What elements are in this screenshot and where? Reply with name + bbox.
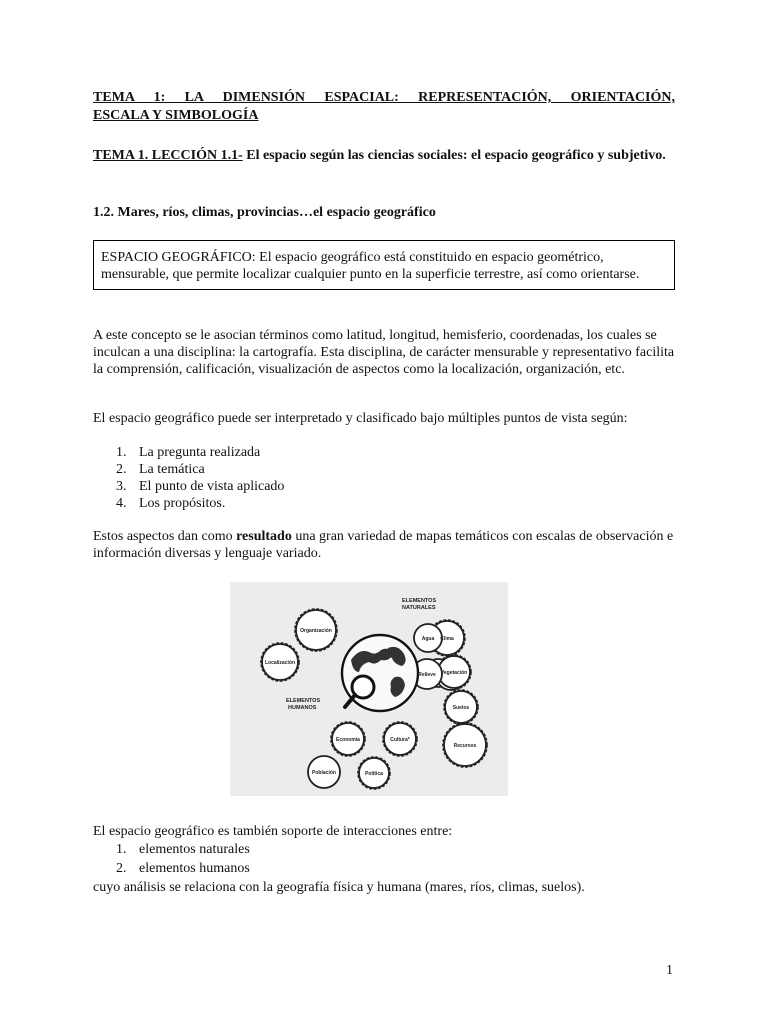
list-item: 1. La pregunta realizada [116, 445, 261, 460]
page-number: 1 [666, 963, 673, 978]
node-poblacion: Población [312, 770, 336, 776]
human-label-2: HUMANOS [288, 705, 317, 711]
paragraph-interpretation: El espacio geográfico puede ser interpretado y clasificado bajo múltiples puntos de vista según: [93, 411, 628, 426]
paragraph-cartography: A este concepto se le asocian términos como latitud, longitud, hemisferio, coordenadas, los cuales se inculcan a una disciplina: la cartografía. Esta disciplina, de carácter mensurable y representativo facilita la comprensión, calificación, visualización de aspectos como la localización, organización, etc. [93, 328, 675, 377]
diagram-svg [230, 582, 508, 796]
node-vegetacion: Vegetación [440, 670, 468, 676]
node-clima: Clima [440, 636, 454, 642]
section-heading: 1.2. Mares, ríos, climas, provincias…el espacio geográfico [93, 205, 436, 220]
natural-label-2: NATURALES [402, 605, 436, 611]
paragraph-interactions: El espacio geográfico es también soporte de interacciones entre: [93, 824, 453, 839]
lesson-label: TEMA 1. LECCIÓN 1.1- [93, 148, 243, 163]
node-economia: Economía [336, 737, 360, 743]
lesson-heading [93, 146, 675, 165]
viewpoints-list [116, 444, 284, 512]
node-agua: Agua [421, 636, 435, 642]
document-title [93, 89, 675, 125]
node-cultura: Cultura* [390, 737, 410, 743]
list-item: 1. elementos naturales [116, 842, 250, 857]
node-politica: Política [365, 771, 383, 777]
node-localizacion: Localización [264, 660, 296, 666]
human-label-1: ELEMENTOS [286, 698, 321, 704]
node-organizacion: Organización [300, 628, 332, 634]
geographic-space-diagram [230, 582, 508, 796]
title-line-2: ESCALA Y SIMBOLOGÍA [93, 108, 259, 123]
lesson-text: El espacio según las ciencias sociales: el espacio geográfico y subjetivo. [242, 148, 666, 163]
paragraph-analysis: cuyo análisis se relaciona con la geografía física y humana (mares, ríos, climas, suelos). [93, 880, 585, 895]
list-item: 2. elementos humanos [116, 861, 250, 876]
title-line-1: TEMA 1: LA DIMENSIÓN ESPACIAL: REPRESENTACIÓN, ORIENTACIÓN, [93, 90, 675, 105]
elements-list [116, 840, 250, 878]
node-suelos: Suelos [452, 705, 470, 711]
list-item: 3. El punto de vista aplicado [116, 479, 285, 494]
node-relieve: Relieve [418, 672, 436, 678]
list-item: 4. Los propósitos. [116, 496, 226, 511]
node-recursos: Recursos [453, 743, 477, 749]
paragraph-result: Estos aspectos dan como resultado una gran variedad de mapas temáticos con escalas de observación e información diversas y lenguaje variado. [93, 529, 674, 561]
definition-box: ESPACIO GEOGRÁFICO: El espacio geográfico está constituido en espacio geométrico, mensurable, que permite localizar cualquier punto en la superficie terrestre, así como orientarse. [93, 240, 675, 290]
list-item: 2. La temática [116, 462, 205, 477]
natural-label-1: ELEMENTOS [402, 598, 437, 604]
